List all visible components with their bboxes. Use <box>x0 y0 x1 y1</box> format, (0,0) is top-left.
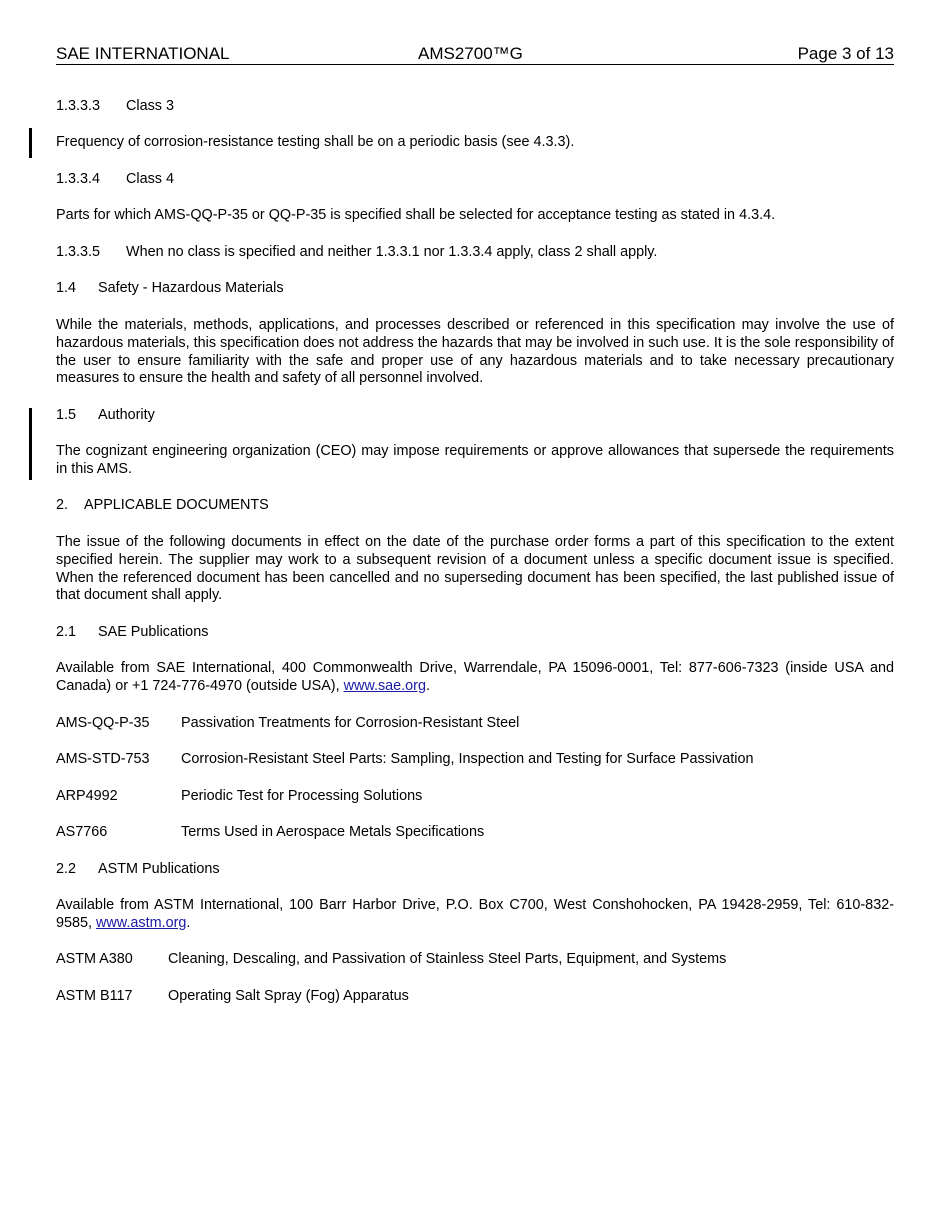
paragraph-end: . <box>186 914 191 931</box>
reference-item <box>56 988 894 1006</box>
paragraph-2-1 <box>56 660 894 696</box>
reference-code: ARP4992 <box>56 788 118 804</box>
header-doc-number: AMS2700™G <box>418 44 523 63</box>
reference-title: Corrosion-Resistant Steel Parts: Sampling, Inspection and Testing for Surface Passivation <box>181 751 754 767</box>
reference-code: AS7766 <box>56 824 108 840</box>
section-title: Safety - Hazardous Materials <box>98 280 284 296</box>
reference-code: ASTM B117 <box>56 988 133 1004</box>
section-title: Class 4 <box>126 171 174 187</box>
reference-title: Cleaning, Descaling, and Passivation of Stainless Steel Parts, Equipment, and Systems <box>168 951 727 967</box>
paragraph-2: The issue of the following documents in effect on the date of the purchase order forms a part of this specification to the extent specified herein. The supplier may work to a subsequent revision of a document unless a specific document issue is specified. When the referenced document has been cancelled and no superseding document has been specified, the last published issue of that document shall apply. <box>56 534 894 604</box>
section-number: 2.2 <box>56 861 77 877</box>
reference-title: Periodic Test for Processing Solutions <box>181 788 423 804</box>
astm-website-link[interactable]: www.astm.org <box>96 914 187 931</box>
reference-item <box>56 751 894 769</box>
reference-title: Passivation Treatments for Corrosion-Resistant Steel <box>181 715 520 731</box>
section-text: When no class is specified and neither 1.3.3.1 nor 1.3.3.4 apply, class 2 shall apply. <box>126 244 658 260</box>
section-heading-2 <box>56 497 894 515</box>
section-number: 2. <box>56 497 69 513</box>
change-bar <box>29 128 32 158</box>
section-number: 1.3.3.4 <box>56 171 101 187</box>
reference-item <box>56 715 894 733</box>
page-header <box>56 44 894 65</box>
section-title: SAE Publications <box>98 624 209 640</box>
section-heading-1-3-3-4 <box>56 171 894 189</box>
section-title: Class 3 <box>126 98 174 114</box>
header-org: SAE INTERNATIONAL <box>56 44 230 63</box>
sae-website-link[interactable]: www.sae.org <box>343 677 426 694</box>
section-number: 1.3.3.3 <box>56 98 101 114</box>
paragraph-1-4: While the materials, methods, applications, and processes described or referenced in this specification may involve the use of hazardous materials, this specification does not address the hazards that may be involved in such use. It is the sole responsibility of the user to ensure familiarity with the safe and proper use of any hazardous materials and to take necessary precautionary measures to ensure the health and safety of all personnel involved. <box>56 317 894 387</box>
paragraph-2-2 <box>56 897 894 933</box>
section-number: 1.5 <box>56 407 77 423</box>
header-page-number: Page 3 of 13 <box>797 44 894 63</box>
section-heading-2-1 <box>56 624 894 642</box>
paragraph-end: . <box>425 677 430 694</box>
section-title: Authority <box>98 407 155 423</box>
section-number: 2.1 <box>56 624 77 640</box>
paragraph-1-3-3-3: Frequency of corrosion-resistance testing shall be on a periodic basis (see 4.3.3). <box>56 134 575 150</box>
reference-title: Operating Salt Spray (Fog) Apparatus <box>168 988 409 1004</box>
section-number: 1.3.3.5 <box>56 244 101 260</box>
section-heading-2-2 <box>56 861 894 879</box>
paragraph-1-3-3-4: Parts for which AMS-QQ-P-35 or QQ-P-35 is specified shall be selected for acceptance testing as stated in 4.3.4. <box>56 207 776 223</box>
reference-item <box>56 788 894 806</box>
section-title: APPLICABLE DOCUMENTS <box>84 497 269 513</box>
section-heading-1-3-3-3 <box>56 98 894 116</box>
section-title: ASTM Publications <box>98 861 220 877</box>
change-bar <box>29 408 32 480</box>
paragraph-text: Available from ASTM International, 100 Barr Harbor Drive, P.O. Box C700, West Conshohocken, PA 19428-2959, Tel: 610-832-9585, <box>56 897 894 931</box>
reference-code: AMS-STD-753 <box>56 751 150 767</box>
reference-title: Terms Used in Aerospace Metals Specifications <box>181 824 485 840</box>
section-heading-1-5 <box>56 407 894 425</box>
reference-code: ASTM A380 <box>56 951 133 967</box>
paragraph-1-5: The cognizant engineering organization (CEO) may impose requirements or approve allowances that supersede the requirements in this AMS. <box>56 443 894 477</box>
reference-code: AMS-QQ-P-35 <box>56 715 150 731</box>
section-1-3-3-5 <box>56 244 894 262</box>
section-number: 1.4 <box>56 280 77 296</box>
reference-item <box>56 951 894 969</box>
section-heading-1-4 <box>56 280 894 298</box>
reference-item <box>56 824 894 842</box>
paragraph-text: Available from SAE International, 400 Commonwealth Drive, Warrendale, PA 15096-0001, Tel: 877-606-7323 (inside USA and Canada) or +1 724-776-4970 (outside USA), <box>56 660 894 694</box>
